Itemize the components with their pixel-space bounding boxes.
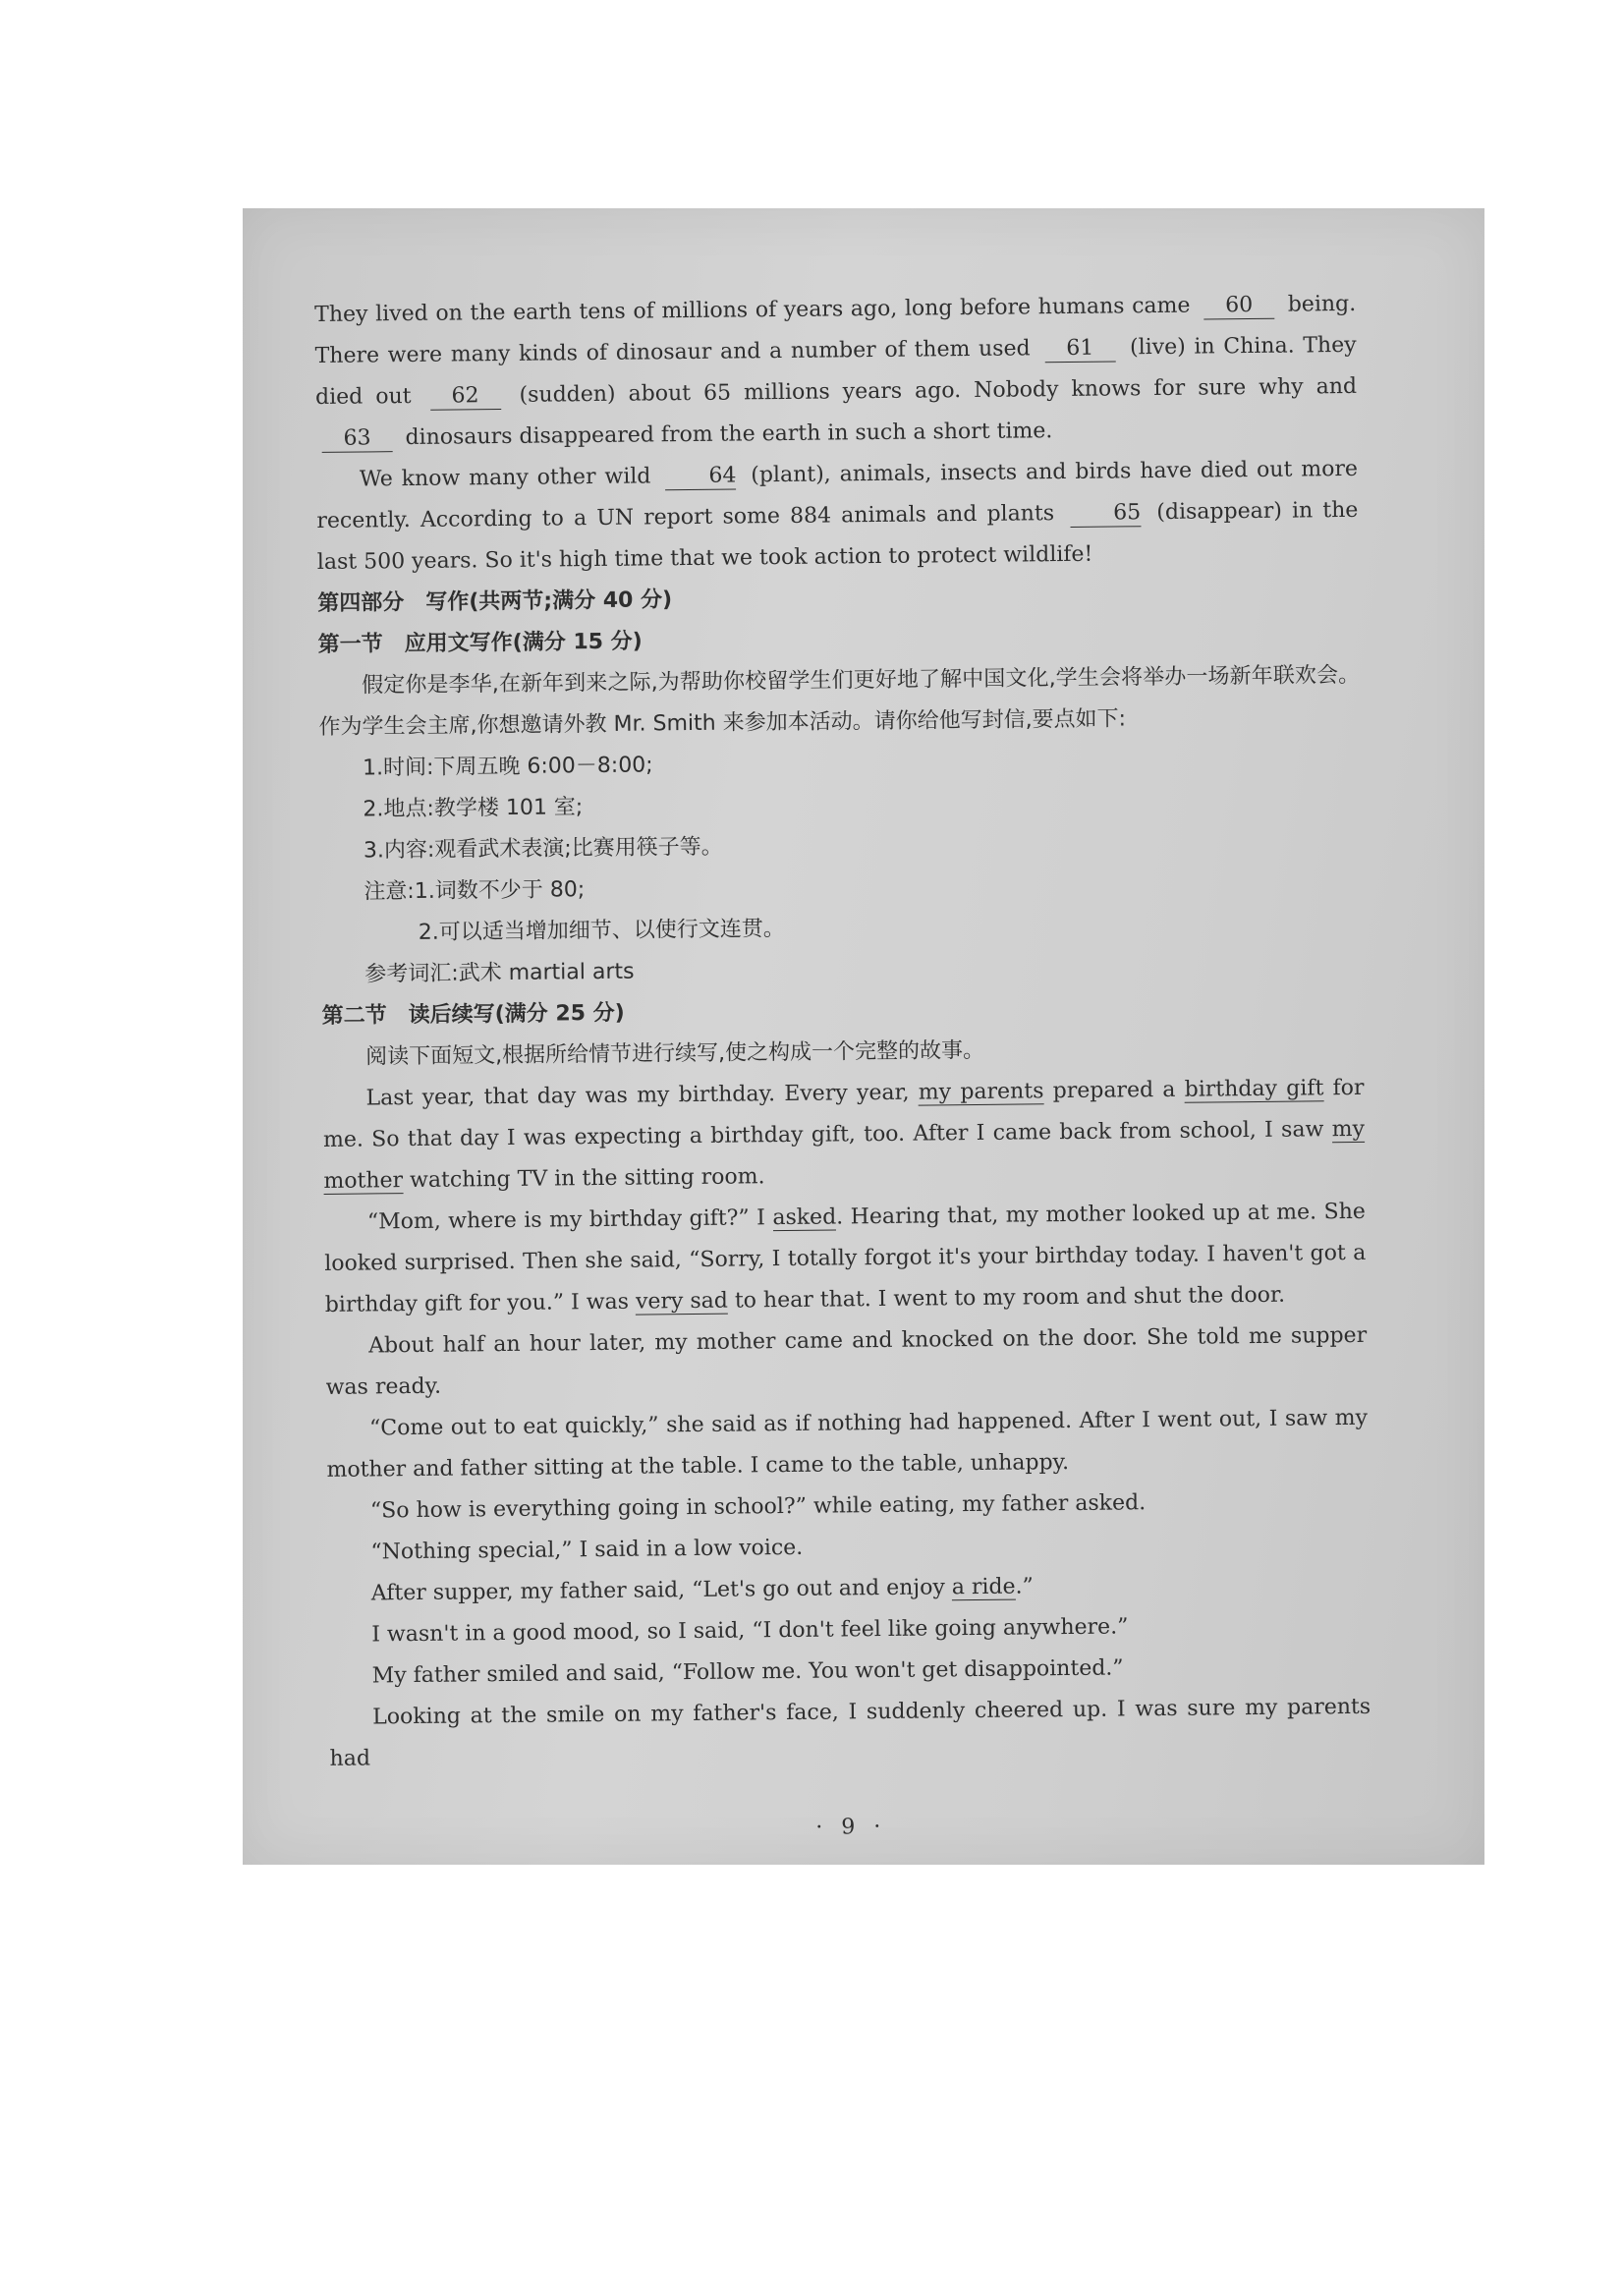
text: (sudden) about 65 millions years ago. Nobody knows for sure why and xyxy=(519,373,1358,408)
text: for me. So that day I was expecting a birthday gift, too. After I came back from school, I saw xyxy=(322,1075,1365,1152)
blank-65: 65 xyxy=(1070,500,1141,528)
story-paragraph-2 xyxy=(324,1192,1367,1326)
section1-title: 第一节 应用文写作(满分 15 分) xyxy=(317,629,643,657)
text: being. There were many kinds of dinosaur and a number of them used xyxy=(314,291,1357,368)
cloze-paragraph-1 xyxy=(314,284,1358,460)
text: dinosaurs disappeared from the earth in such a short time. xyxy=(405,419,1053,451)
blank-63: 63 xyxy=(321,425,392,453)
text: Last year, that day was my birthday. Every year, xyxy=(365,1080,910,1111)
underlined-phrase: asked xyxy=(772,1204,837,1231)
vocabulary-hint: 参考词汇:武术 martial arts xyxy=(364,959,635,987)
section1-prompt: 假定你是李华,在新年到来之际,为帮助你校留学生们更好地了解中国文化,学生会将举办一场新年联欢会。作为学生会主席,你想邀请外教 Mr. Smith 来参加本活动。请你给他写封信,要点如下: xyxy=(318,662,1361,740)
story-paragraph-4: “Come out to eat quickly,” she said as if nothing had happened. After I went out, I saw my mother and father sitting at the table. I came to the table, unhappy. xyxy=(326,1405,1369,1483)
underlined-phrase: birthday gift xyxy=(1184,1076,1324,1102)
requirement-3: 3.内容:观看武术表演;比赛用筷子等。 xyxy=(363,834,723,864)
part4-title: 第四部分 写作(共两节;满分 40 分) xyxy=(317,588,673,616)
text: prepared a xyxy=(1052,1077,1176,1104)
note-1: 注意:1.词数不少于 80; xyxy=(364,877,586,905)
story-paragraph-9: My father smiled and said, “Follow me. You won't get disappointed.” xyxy=(371,1655,1124,1689)
story-paragraph-6: “Nothing special,” I said in a low voice. xyxy=(370,1535,804,1565)
underlined-phrase: my mother xyxy=(323,1116,1366,1194)
requirement-2: 2.地点:教学楼 101 室; xyxy=(363,795,584,822)
note-2: 2.可以适当增加细节、以使行文连贯。 xyxy=(418,917,785,945)
blank-64: 64 xyxy=(665,464,736,491)
text: After supper, my father said, “Let's go out and enjoy xyxy=(370,1575,945,1606)
text: . Hearing that, my mother looked up at me. She looked surprised. Then she said, “Sorry, I totally forgot it's your birthday today. I haven't got a birthday gift for you.” I was xyxy=(324,1199,1367,1317)
text: We know many other wild xyxy=(359,464,651,492)
blank-62: 62 xyxy=(429,383,500,411)
requirement-1: 1.时间:下周五晚 6:00－8:00; xyxy=(362,753,653,781)
section2-title: 第二节 读后续写(满分 25 分) xyxy=(321,1000,625,1029)
text: “Mom, where is my birthday gift?” I xyxy=(366,1205,766,1235)
blank-61: 61 xyxy=(1044,335,1115,363)
text: .” xyxy=(1015,1574,1034,1599)
exam-page xyxy=(314,284,1371,1840)
text: (plant), animals, insects and birds have died out more recently. According to a UN report some 884 animals and plants xyxy=(316,456,1359,533)
text: to hear that. I went to my room and shut the door. xyxy=(734,1282,1286,1314)
section2-prompt: 阅读下面短文,根据所给情节进行续写,使之构成一个完整的故事。 xyxy=(364,1037,985,1070)
underlined-phrase: very sad xyxy=(635,1288,729,1315)
underlined-phrase: a ride xyxy=(951,1574,1016,1600)
story-paragraph-10: Looking at the smile on my father's face, I suddenly cheered up. I was sure my parents had xyxy=(329,1694,1371,1771)
text: They lived on the earth tens of millions of years ago, long before humans came xyxy=(314,293,1191,327)
blank-60: 60 xyxy=(1203,293,1274,320)
text: (disappear) in the last 500 years. So it's high time that we took action to protect wildlife! xyxy=(316,497,1359,575)
story-paragraph-5: “So how is everything going in school?” while eating, my father asked. xyxy=(369,1490,1147,1524)
story-paragraph-8: I wasn't in a good mood, so I said, “I don't feel like going anywhere.” xyxy=(371,1614,1129,1648)
page-number: · 9 · xyxy=(815,1814,887,1840)
text: (live) in China. They died out xyxy=(314,332,1357,410)
story-paragraph-1 xyxy=(322,1068,1365,1203)
underlined-phrase: my parents xyxy=(918,1079,1044,1105)
cloze-paragraph-2 xyxy=(316,449,1359,584)
story-paragraph-3: About half an hour later, my mother came and knocked on the door. She told me supper was ready. xyxy=(325,1322,1368,1400)
text: watching TV in the sitting room. xyxy=(409,1164,765,1194)
